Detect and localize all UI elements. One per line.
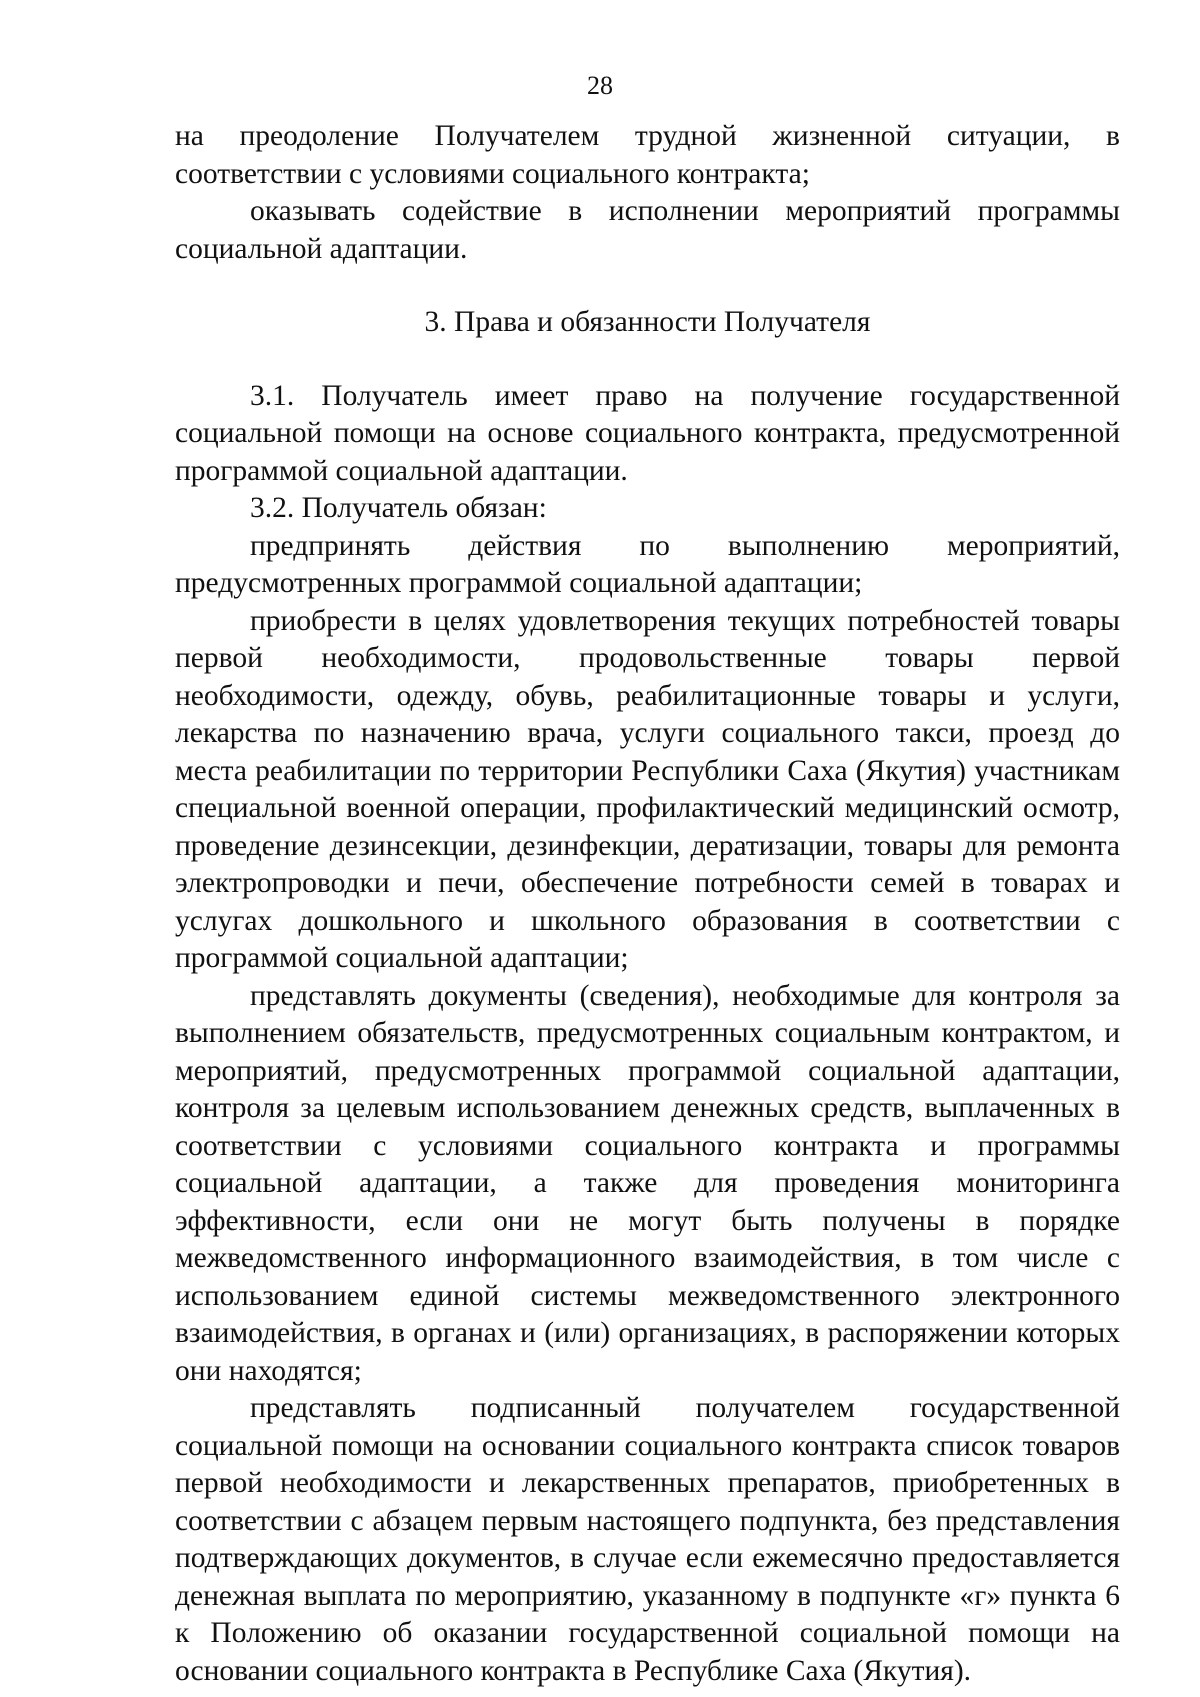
- paragraph-take-actions: предпринять действия по выполнению мероприятий, предусмотренных программой социальной адаптации;: [175, 529, 1120, 599]
- section-title: 3. Права и обязанности Получателя: [424, 306, 871, 338]
- paragraph-submit-signed-list: представлять подписанный получателем государственной социальной помощи на основании социального контракта список товаров первой необходимости и лекарственных препаратов, приобретенных в соответствии с абзацем первым настоящего подпункта, без представления подтверждающих документов, в случае если ежемесячно предоставляется денежная выплата по мероприятию, указанному в подпункте «г» пункта 6 к Положению об оказании государственной социальной помощи на основании социального контракта в Республике Саха (Якутия).: [175, 1392, 1120, 1687]
- paragraph-acquire-goods: приобрести в целях удовлетворения текущих потребностей товары первой необходимости, продовольственные товары первой необходимости, одежду, обувь, реабилитационные товары и услуги, лекарства по назначению врача, услуги социального такси, проезд до места реабилитации по территории Республики Саха (Якутия) участникам специальной военной операции, профилактический медицинский осмотр, проведение дезинсекции, дезинфекции, дератизации, товары для ремонта электропроводки и печи, обеспечение потребности семей в товарах и услугах дошкольного и школьного образования в соответствии с программой социальной адаптации;: [175, 604, 1120, 974]
- paragraph-submit-documents: представлять документы (сведения), необходимые для контроля за выполнением обязательств, предусмотренных социальным контрактом, и мероприятий, предусмотренных программой социальной адаптации, контроля за целевым использованием денежных средств, выплаченных в соответствии с условиями социального контракта и программы социальной адаптации, а также для проведения мониторинга эффективности, если они не могут быть получены в порядке межведомственного информационного взаимодействия, в том числе с использованием единой системы межведомственного электронного взаимодействия, в органах и (или) организациях, в распоряжении которых они находятся;: [175, 979, 1120, 1387]
- paragraph-3-1: 3.1. Получатель имеет право на получение государственной социальной помощи на основе социального контракта, предусмотренной программой социальной адаптации.: [175, 379, 1120, 487]
- page-number: 28: [587, 71, 613, 100]
- paragraph-continuation: на преодоление Получателем трудной жизненной ситуации, в соответствии с условиями социального контракта;: [175, 120, 1120, 190]
- document-body: [175, 118, 1120, 1690]
- paragraph-assist-obligation: оказывать содействие в исполнении мероприятий программы социальной адаптации.: [175, 195, 1120, 265]
- paragraph-3-2: 3.2. Получатель обязан:: [250, 492, 547, 524]
